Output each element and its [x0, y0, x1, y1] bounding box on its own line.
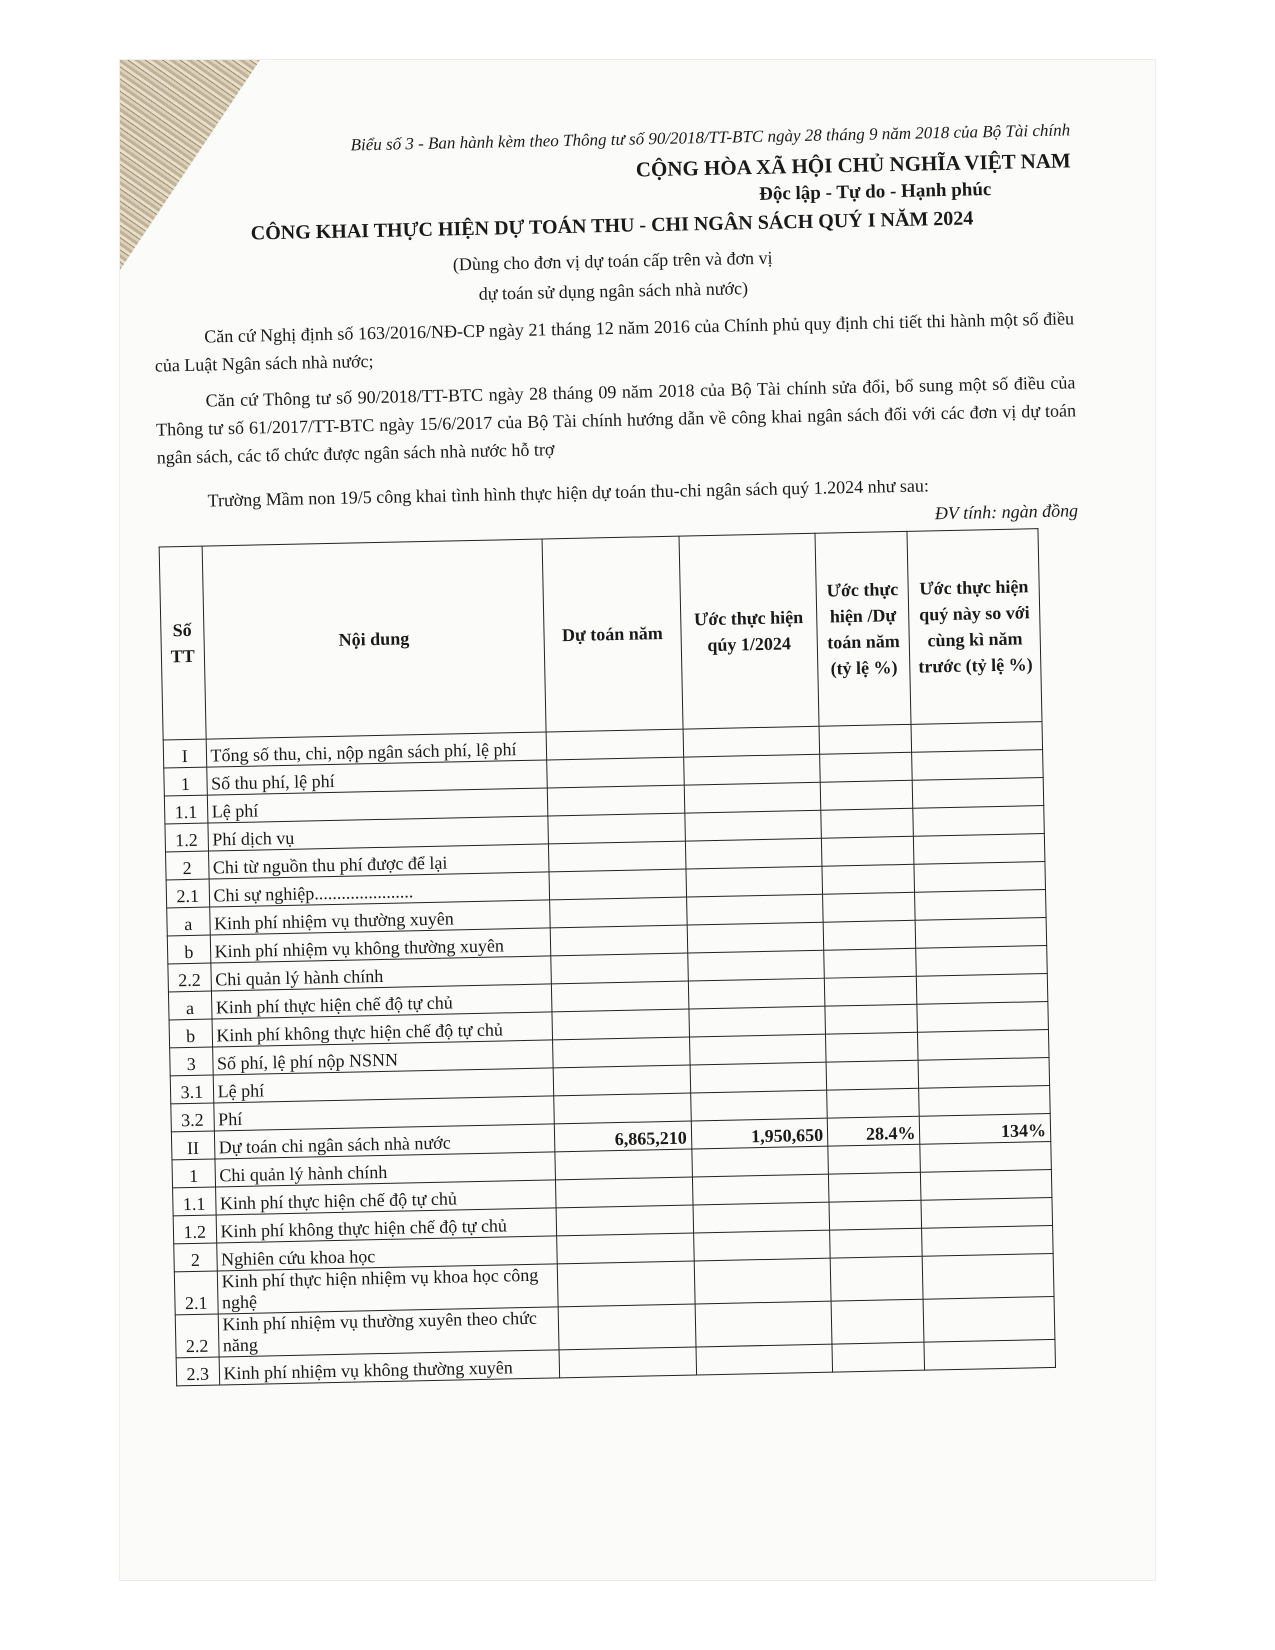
- header-ratio-prev: Ước thực hiện quý này so với cùng kì năm trước (tỷ lệ %): [907, 529, 1042, 725]
- row-annual: [548, 813, 685, 844]
- row-stt: b: [169, 1019, 212, 1048]
- row-annual: [555, 1149, 692, 1180]
- subtitle-line-2: dự toán sử dụng ngân sách nhà nước): [478, 278, 749, 304]
- row-ratio-annual: [822, 864, 915, 894]
- row-annual: [546, 729, 683, 760]
- budget-table: [159, 528, 1056, 1386]
- row-estimate-q1: [690, 1090, 827, 1121]
- document-title: CÔNG KHAI THỰC HIỆN DỰ TOÁN THU - CHI NGÂN SÁCH QUÝ I NĂM 2024: [250, 207, 974, 245]
- row-ratio-prev: [917, 1002, 1048, 1033]
- row-estimate-q1: [693, 1230, 830, 1261]
- row-ratio-prev: [921, 1197, 1052, 1228]
- row-content: Lệ phí: [207, 788, 548, 823]
- row-ratio-annual: [821, 808, 914, 838]
- motto: Độc lập - Tự do - Hạnh phúc: [758, 179, 992, 205]
- row-estimate-q1: [690, 1062, 827, 1093]
- row-ratio-annual: [821, 836, 914, 866]
- row-stt: 2.1: [166, 879, 209, 908]
- row-content: Số thu phí, lệ phí: [206, 760, 547, 795]
- row-annual: [556, 1177, 693, 1208]
- row-annual: [550, 897, 687, 928]
- row-ratio-prev: [918, 1030, 1049, 1061]
- row-estimate-q1: [686, 866, 823, 897]
- row-ratio-annual: [823, 892, 916, 922]
- row-estimate-q1: [685, 838, 822, 869]
- row-content: Chi quản lý hành chính: [215, 1152, 556, 1187]
- row-annual: [559, 1347, 696, 1378]
- row-estimate-q1: [687, 922, 824, 953]
- table-body: [163, 722, 1055, 1386]
- row-annual: [549, 869, 686, 900]
- legal-basis-paragraph-1: Căn cứ Nghị định số 163/2016/NĐ-CP ngày 21 tháng 12 năm 2016 của Chính phủ quy định chi tiết thi hành một số điều của Luật Ngân sách nhà nước;: [154, 308, 1075, 376]
- document-content: [150, 120, 1096, 1386]
- row-content: Lệ phí: [213, 1068, 554, 1103]
- row-stt: 1: [164, 767, 207, 796]
- header-annual: Dự toán năm: [542, 536, 682, 732]
- header-estimate-q1: Ước thực hiện qúy 1/2024: [679, 533, 819, 729]
- row-content: Kinh phí nhiệm vụ không thường xuyên: [219, 1350, 560, 1385]
- row-ratio-prev: [913, 806, 1044, 837]
- intro-paragraph: Trường Mầm non 19/5 công khai tình hình thực hiện dự toán thu-chi ngân sách quý 1.2024 như sau:: [207, 475, 930, 511]
- row-content: Nghiên cứu khoa học: [216, 1236, 557, 1271]
- row-stt: 3: [170, 1047, 213, 1076]
- row-estimate-q1: [684, 782, 821, 813]
- row-ratio-prev: [924, 1339, 1055, 1370]
- row-stt: 1.1: [164, 795, 207, 824]
- row-estimate-q1: [686, 894, 823, 925]
- row-ratio-annual: [831, 1299, 924, 1344]
- row-estimate-q1: [696, 1344, 833, 1375]
- row-ratio-annual: [827, 1088, 920, 1118]
- row-stt: 2.2: [168, 963, 211, 992]
- row-ratio-prev: [923, 1253, 1054, 1299]
- row-content: Kinh phí thực hiện chế độ tự chủ: [215, 1180, 556, 1215]
- row-ratio-annual: [823, 920, 916, 950]
- row-content: Chi từ nguồn thu phí được để lại: [208, 844, 549, 879]
- row-ratio-prev: [922, 1225, 1053, 1256]
- row-ratio-prev: [915, 890, 1046, 921]
- row-annual: [556, 1205, 693, 1236]
- row-content: Kinh phí không thực hiện chế độ tự chủ: [216, 1208, 557, 1243]
- row-annual: [553, 1065, 690, 1096]
- row-ratio-prev: [912, 750, 1043, 781]
- row-estimate-q1: [692, 1174, 829, 1205]
- row-annual: [551, 981, 688, 1012]
- row-annual: [558, 1304, 695, 1350]
- row-annual: 6,865,210: [554, 1121, 691, 1152]
- unit-label: ĐV tính: ngàn đồng: [934, 500, 1079, 524]
- row-stt: a: [168, 991, 211, 1020]
- row-annual: [551, 953, 688, 984]
- row-ratio-annual: [829, 1200, 922, 1230]
- header-content: Nội dung: [202, 539, 547, 739]
- row-estimate-q1: [689, 1034, 826, 1065]
- row-estimate-q1: 1,950,650: [691, 1118, 828, 1149]
- row-estimate-q1: [689, 1006, 826, 1037]
- row-annual: [547, 785, 684, 816]
- row-annual: [554, 1093, 691, 1124]
- row-content: Kinh phí nhiệm vụ thường xuyên: [209, 900, 550, 935]
- row-ratio-annual: [830, 1228, 923, 1258]
- row-ratio-annual: [826, 1032, 919, 1062]
- row-estimate-q1: [683, 754, 820, 785]
- row-content: Chi quản lý hành chính: [210, 956, 551, 991]
- row-stt: 3.2: [171, 1103, 214, 1132]
- row-ratio-annual: 28.4%: [827, 1116, 920, 1146]
- row-content: Kinh phí nhiệm vụ không thường xuyên: [210, 928, 551, 963]
- row-stt: 2.2: [175, 1314, 218, 1358]
- row-content: Dự toán chi ngân sách nhà nước: [214, 1124, 555, 1159]
- row-stt: 1.1: [173, 1187, 216, 1216]
- row-annual: [552, 1009, 689, 1040]
- row-annual: [557, 1261, 694, 1307]
- row-estimate-q1: [688, 978, 825, 1009]
- row-ratio-prev: [917, 974, 1048, 1005]
- row-annual: [550, 925, 687, 956]
- row-content: Kinh phí thực hiện chế độ tự chủ: [211, 984, 552, 1019]
- row-ratio-prev: [919, 1086, 1050, 1117]
- row-ratio-annual: [826, 1060, 919, 1090]
- legal-basis-paragraph-2: Căn cứ Thông tư số 90/2018/TT-BTC ngày 28 tháng 09 năm 2018 của Bộ Tài chính sửa đổi, bổ sung một số điều của Thông tư số 61/2017/TT-BTC ngày 15/6/2017 của Bộ Tài chính hướng dẫn về công khai ngân sách đối với các đơn vị dự toán ngân sách, các tổ chức được ngân sách nhà nước hỗ trợ: [155, 372, 1077, 468]
- row-content: Phí: [213, 1096, 554, 1131]
- row-content: Kinh phí nhiệm vụ thường xuyên theo chức năng: [218, 1307, 559, 1357]
- row-estimate-q1: [695, 1301, 832, 1347]
- header-stt: Số TT: [159, 546, 206, 740]
- row-ratio-annual: [820, 780, 913, 810]
- row-estimate-q1: [694, 1258, 831, 1304]
- nation-heading: CỘNG HÒA XÃ HỘI CHỦ NGHĨA VIỆT NAM: [635, 148, 1071, 182]
- row-content: Kinh phí không thực hiện chế độ tự chủ: [212, 1012, 553, 1047]
- header-ratio-annual: Ước thực hiện /Dự toán năm (tỷ lệ %): [815, 531, 911, 726]
- row-ratio-prev: [916, 918, 1047, 949]
- subtitle-line-1: (Dùng cho đơn vị dự toán cấp trên và đơn vị: [452, 247, 773, 275]
- row-stt: 1.2: [165, 823, 208, 852]
- row-stt: I: [163, 739, 206, 768]
- row-ratio-prev: [916, 946, 1047, 977]
- row-content: Phí dịch vụ: [207, 816, 548, 851]
- row-estimate-q1: [684, 810, 821, 841]
- row-stt: 2: [174, 1243, 217, 1272]
- row-ratio-annual: [824, 948, 917, 978]
- row-ratio-prev: [913, 778, 1044, 809]
- row-stt: 1: [172, 1159, 215, 1188]
- row-stt: b: [167, 935, 210, 964]
- row-ratio-annual: [825, 1004, 918, 1034]
- row-estimate-q1: [687, 950, 824, 981]
- row-ratio-annual: [820, 752, 913, 782]
- row-stt: 1.2: [173, 1215, 216, 1244]
- row-ratio-annual: [819, 724, 912, 754]
- row-estimate-q1: [693, 1202, 830, 1233]
- row-ratio-prev: [914, 834, 1045, 865]
- row-ratio-prev: 134%: [920, 1113, 1051, 1144]
- row-content: Chi sự nghiệp......................: [209, 872, 550, 907]
- row-stt: 2: [166, 851, 209, 880]
- row-content: Số phí, lệ phí nộp NSNN: [212, 1040, 553, 1075]
- row-content: Tổng số thu, chi, nộp ngân sách phí, lệ phí: [206, 732, 547, 767]
- row-annual: [547, 757, 684, 788]
- row-estimate-q1: [691, 1146, 828, 1177]
- row-stt: a: [167, 907, 210, 936]
- row-annual: [549, 841, 686, 872]
- row-ratio-annual: [824, 976, 917, 1006]
- row-stt: 2.1: [174, 1271, 217, 1315]
- row-estimate-q1: [683, 726, 820, 757]
- row-annual: [557, 1233, 694, 1264]
- table-header-row: [159, 529, 1042, 740]
- row-ratio-prev: [920, 1141, 1051, 1172]
- row-ratio-prev: [919, 1058, 1050, 1089]
- reference-line: Biểu số 3 - Ban hành kèm theo Thông tư số 90/2018/TT-BTC ngày 28 tháng 9 năm 2018 của Bộ Tài chính: [350, 120, 1071, 155]
- row-stt: 2.3: [176, 1357, 219, 1386]
- row-ratio-annual: [828, 1144, 921, 1174]
- row-ratio-annual: [828, 1172, 921, 1202]
- row-stt: II: [171, 1131, 214, 1160]
- row-ratio-prev: [911, 722, 1042, 753]
- row-ratio-prev: [921, 1169, 1052, 1200]
- row-ratio-prev: [924, 1296, 1055, 1342]
- row-ratio-annual: [832, 1342, 925, 1372]
- row-ratio-annual: [830, 1256, 923, 1301]
- row-ratio-prev: [914, 862, 1045, 893]
- row-content: Kinh phí thực hiện nhiệm vụ khoa học công nghệ: [217, 1264, 558, 1314]
- row-stt: 3.1: [170, 1075, 213, 1104]
- row-annual: [553, 1037, 690, 1068]
